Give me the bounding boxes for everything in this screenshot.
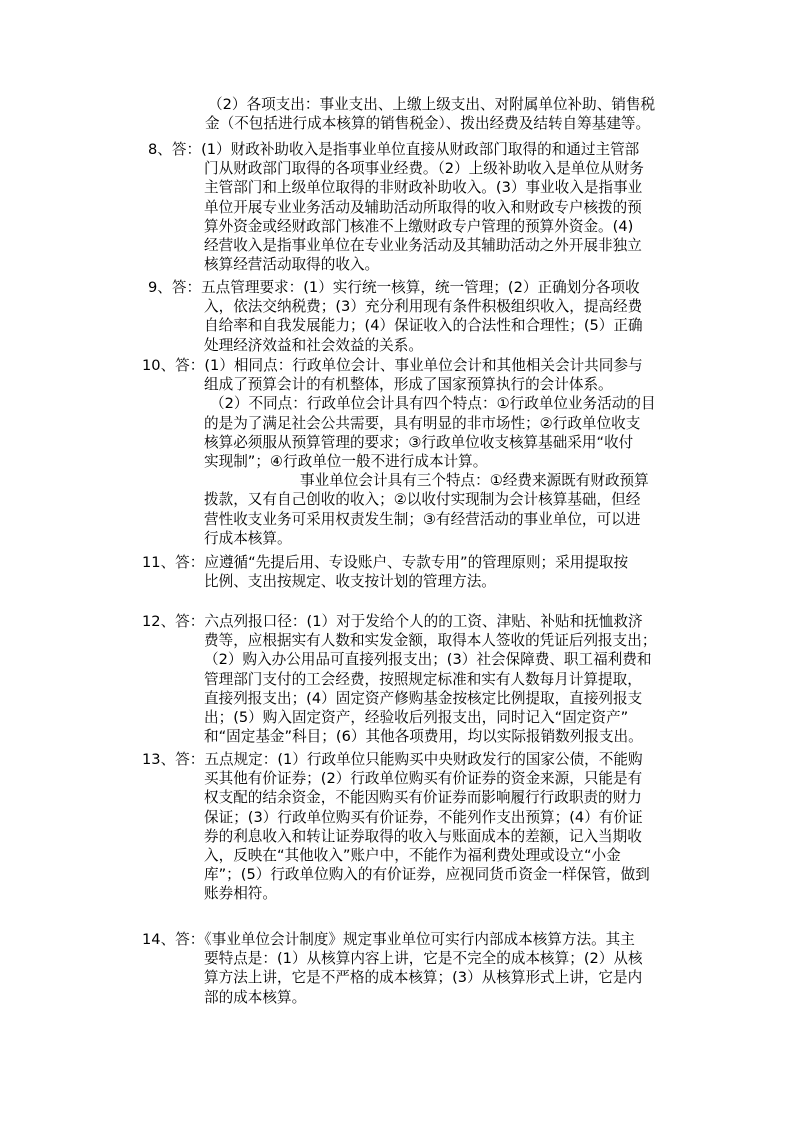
text-line: 的是为了满足社会公共需要，具有明显的非市场性；②行政单位收支 <box>204 414 641 432</box>
text-line: 9、答：五点管理要求：(1）实行统一核算，统一管理；(2）正确划分各项收 <box>148 279 640 296</box>
text-line: 买其他有价证券；(2）行政单位购买有价证券的资金来源，只能是有 <box>204 770 643 788</box>
text-line: 8、答：(1）财政补助收入是指事业单位直接从财政部门取得的和通过主管部 <box>148 141 640 158</box>
text-line: 直接列报支出；(4）固定资产修购基金按核定比例提取，直接列报支 <box>204 689 643 707</box>
text-line: 券的利息收入和转让证券取得的收入与账面成本的差额，记入当期收 <box>204 827 642 845</box>
answer-9 <box>148 278 643 355</box>
text-line: 组成了预算会计的有机整体，形成了国家预算执行的会计体系。 <box>204 376 613 394</box>
text-line: 保证；(3）行政单位购买有价证券，不能列作支出预算；(4）有价证 <box>204 808 643 826</box>
answer-12 <box>142 612 656 746</box>
text-line: 账券相符。 <box>204 885 277 903</box>
answer-11 <box>142 553 628 591</box>
text-line: 事业单位会计具有三个特点：①经费来源既有财政预算 <box>300 472 649 490</box>
text-line: 实现制”；④行政单位一般不进行成本计算。 <box>204 453 488 471</box>
text-line: 门从财政部门取得的各项事业经费。（2）上级补助收入是单位从财务 <box>204 160 644 178</box>
text-line: 入，反映在“其他收入”账户中，不能作为福利费处理或设立“小金 <box>204 847 621 865</box>
answer-14 <box>142 930 643 1007</box>
text-line: 库”；(5）行政单位购入的有价证券，应视同货币资金一样保管，做到 <box>204 866 650 884</box>
text-line: 管理部门支付的工会经费，按照规定标准和实有人数每月计算提取， <box>204 670 642 688</box>
answer-7-part-2 <box>205 95 656 133</box>
answer-10 <box>142 356 656 548</box>
text-line: 行成本核算。 <box>204 529 292 547</box>
text-line: 营性收支业务可采用权责发生制；③有经营活动的事业单位，可以进 <box>204 510 641 528</box>
text-line: 11、答：应遵循“先提后用、专设账户、专款专用”的管理原则；采用提取按 <box>142 554 629 571</box>
text-line: 算外资金或经财政部门核准不上缴财政专户管理的预算外资金。(4) <box>204 217 634 235</box>
text-line: 费等，应根据实有人数和实发金额，取得本人签收的凭证后列报支出； <box>204 632 657 650</box>
text-line: 部的成本核算。 <box>204 988 307 1006</box>
text-line: 主管部门和上级单位取得的非财政补助收入。(3）事业收入是指事业 <box>204 179 643 197</box>
text-line: （2）购入办公用品可直接列报支出；(3）社会保障费、职工福利费和 <box>204 651 652 669</box>
text-line: 10、答：(1）相同点：行政单位会计、事业单位会计和其他相关会计共同参与 <box>142 357 643 374</box>
text-line: 12、答：六点列报口径：(1）对于发给个人的的工资、津贴、补贴和抚恤救济 <box>142 613 643 630</box>
text-line: 金（不包括进行成本核算的销售税金）、拨出经费及结转自筹基建等。 <box>205 115 651 133</box>
text-line: 出；(5）购入固定资产，经验收后列报支出，同时记入“固定资产” <box>204 709 629 727</box>
answer-8 <box>148 140 644 274</box>
text-line: 处理经济效益和社会效益的关系。 <box>204 336 423 354</box>
answer-13 <box>142 750 650 904</box>
text-line: 拨款，又有自己创收的收入；②以收付实现制为会计核算基础，但经 <box>204 491 641 509</box>
text-line: 比例、支出按规定、收支按计划的管理方法。 <box>204 573 496 591</box>
text-line: 要特点是：(1）从核算内容上讲，它是不完全的成本核算；(2）从核 <box>204 950 643 968</box>
text-line: 自给率和自我发展能力；(4）保证收入的合法性和合理性；(5）正确 <box>204 317 643 335</box>
text-line: 核算必须服从预算管理的要求；③行政单位收支核算基础采用“收付 <box>204 433 634 451</box>
text-line: 单位开展专业业务活动及辅助活动所取得的收入和财政专户核拨的预 <box>204 198 642 216</box>
text-line: 算方法上讲，它是不严格的成本核算；(3）从核算形式上讲，它是内 <box>204 969 643 987</box>
text-line: 14、答：《事业单位会计制度》规定事业单位可实行内部成本核算方法。其主 <box>142 931 635 948</box>
text-line: 和“固定基金”科目；(6）其他各项费用，均以实际报销数列报支出。 <box>204 728 643 746</box>
text-line: 权支配的结余资金，不能因购买有价证券而影响履行行政职责的财力 <box>204 789 642 807</box>
text-line: （2）各项支出：事业支出、上缴上级支出、对附属单位补助、销售税 <box>208 96 656 113</box>
text-line: 核算经营活动取得的收入。 <box>204 256 380 274</box>
text-line: （2）不同点：行政单位会计具有四个特点：①行政单位业务活动的目 <box>210 395 656 413</box>
text-line: 入，依法交纳税费；(3）充分利用现有条件积极组织收入，提高经费 <box>204 298 643 316</box>
text-line: 经营收入是指事业单位在专业业务活动及其辅助活动之外开展非独立 <box>204 237 642 255</box>
text-line: 13、答：五点规定：(1）行政单位只能购买中央财政发行的国家公债，不能购 <box>142 751 643 768</box>
